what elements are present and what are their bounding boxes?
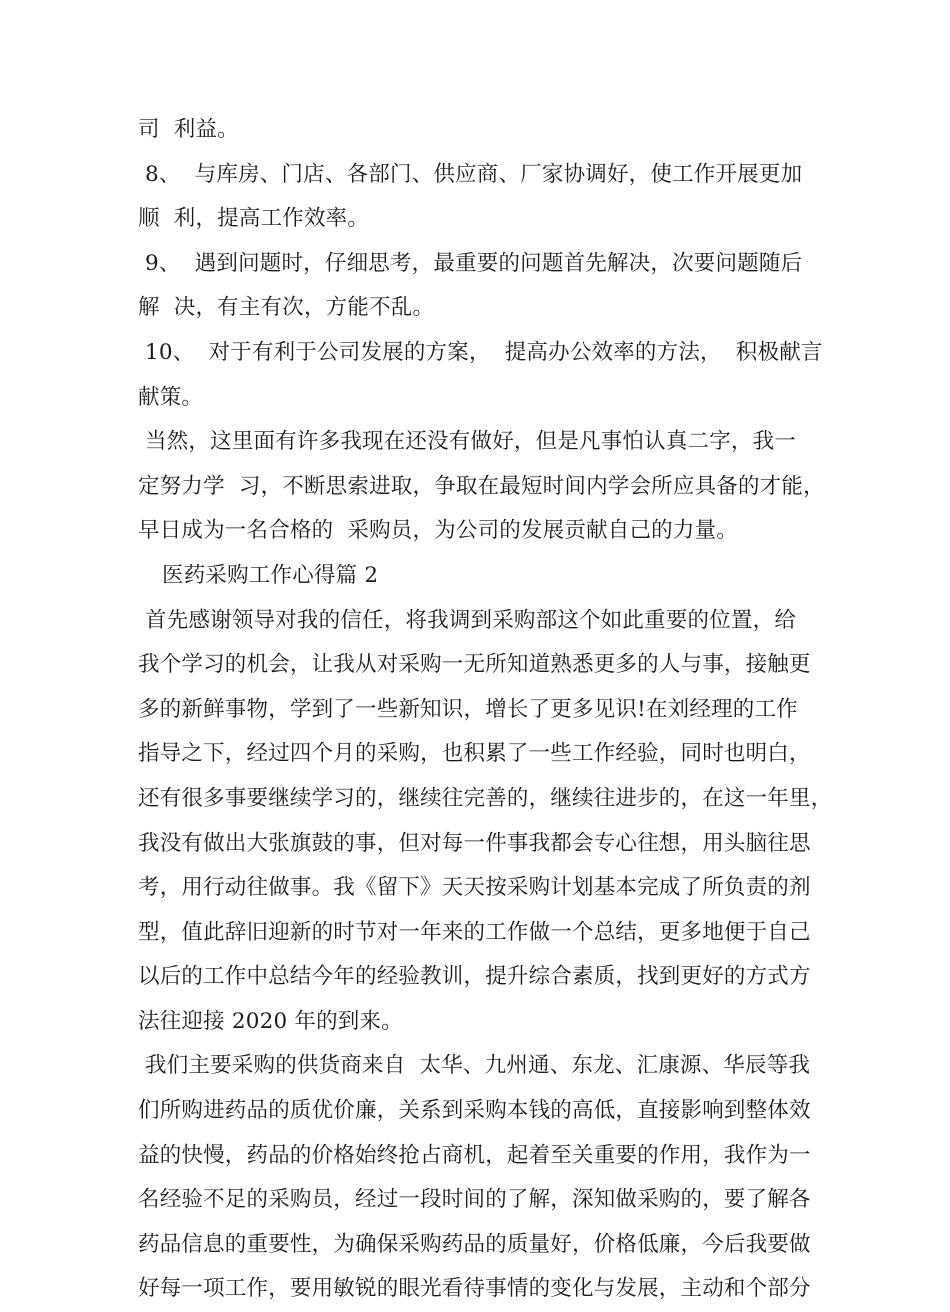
list-item-9 <box>138 242 818 331</box>
text-line: 还有很多事要继续学习的，继续往完善的，继续往进步的，在这一年里， <box>138 785 833 811</box>
text-line: 司 利益。 <box>138 117 239 142</box>
text-line: 指导之下，经过四个月的采购，也积累了一些工作经验，同时也明白， <box>138 741 811 767</box>
text-line: 10、 对于有利于公司发展的方案， 提高办公效率的方法， 积极献言 <box>138 339 823 365</box>
document-body <box>138 108 833 1312</box>
suppliers-paragraph <box>138 1044 818 1312</box>
text-line: 多的新鲜事物，学到了一些新知识，增长了更多见识!在刘经理的工作 <box>138 696 798 722</box>
text-line: 献策。 <box>138 384 204 410</box>
text-line: 我个学习的机会，让我从对采购一无所知道熟悉更多的人与事，接触更 <box>138 652 811 678</box>
text-line: 早日成为一名合格的 采购员，为公司的发展贡献自己的力量。 <box>138 518 738 544</box>
text-line: 当然，这里面有许多我现在还没有做好，但是凡事怕认真二字，我一 <box>138 429 797 455</box>
text-line: 益的快慢，药品的价格始终抢占商机，起着至关重要的作用，我作为一 <box>138 1142 811 1168</box>
text-line: 首先感谢领导对我的信任，将我调到采购部这个如此重要的位置，给 <box>138 607 797 633</box>
text-line: 考，用行动往做事。我《留下》天天按采购计划基本完成了所负责的剂 <box>138 875 811 901</box>
text-line: 们所购进药品的质优价廉，关系到采购本钱的高低，直接影响到整体效 <box>138 1098 811 1124</box>
list-item-10 <box>138 331 823 420</box>
text-line: 好每一项工作，要用敏锐的眼光看待事情的变化与发展，主动和个部分 <box>138 1276 811 1302</box>
section-heading: 医药采购工作心得篇 2 <box>162 562 379 588</box>
text-line: 我没有做出大张旗鼓的事，但对每一件事我都会专心往想，用头脑往思 <box>138 830 811 856</box>
text-line: 9、 遇到问题时，仔细思考，最重要的问题首先解决，次要问题随后 <box>138 250 803 276</box>
continuation-paragraph <box>138 108 818 153</box>
text-line: 8、 与库房、门店、各部门、供应商、厂家协调好，使工作开展更加 <box>138 161 803 187</box>
list-item-8 <box>138 153 818 242</box>
text-line: 以后的工作中总结今年的经验教训，提升综合素质，找到更好的方式方 <box>138 964 811 990</box>
text-line: 解 决，有主有次，方能不乱。 <box>138 295 435 321</box>
conclusion-paragraph <box>138 420 825 554</box>
text-line: 顺 利，提高工作效率。 <box>138 206 370 232</box>
text-line: 药品信息的重要性，为确保采购药品的质量好，价格低廉，今后我要做 <box>138 1231 811 1257</box>
text-line: 名经验不足的采购员，经过一段时间的了解，深知做采购的，要了解各 <box>138 1187 811 1213</box>
text-line: 定努力学 习，不断思索进取，争取在最短时间内学会所应具备的才能， <box>138 473 825 499</box>
text-line: 法往迎接 2020 年的到来。 <box>138 1008 403 1034</box>
text-line: 型，值此辞旧迎新的时节对一年来的工作做一个总结，更多地便于自己 <box>138 919 811 945</box>
intro-paragraph <box>138 599 833 1045</box>
text-line: 我们主要采购的供货商来自 太华、九州通、东龙、汇康源、华辰等我 <box>138 1053 811 1079</box>
